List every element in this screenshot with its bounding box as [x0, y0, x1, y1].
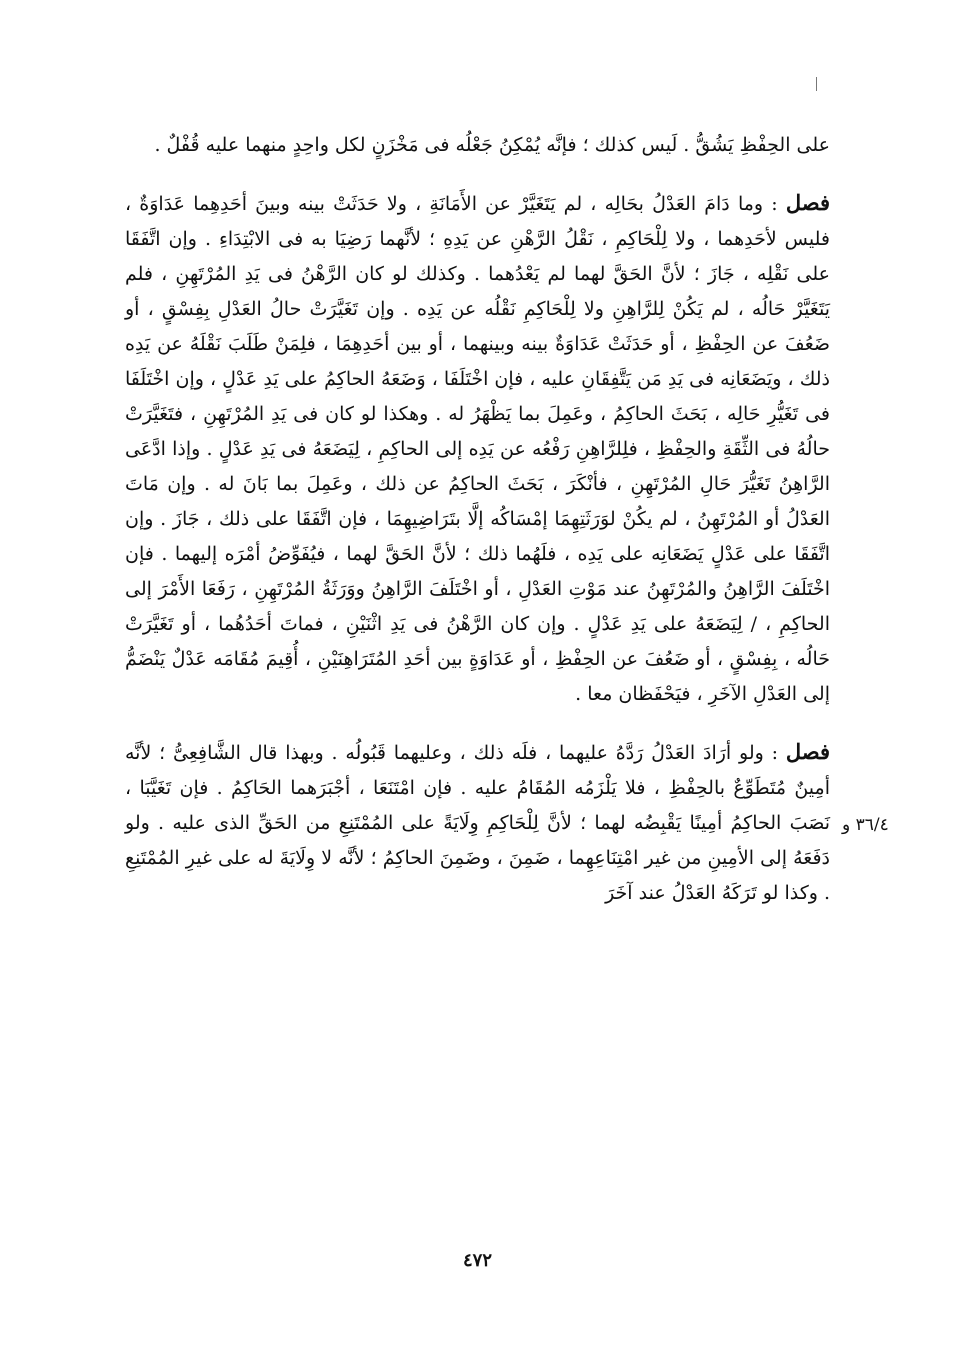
- paragraph-text: : وما دَامَ العَدْلُ بحَالِه ، لم يَتَغَيَّرْ عن الأَمَانَةِ ، ولا حَدَثَتْ بينه وبينَ أحَدِهِما عَدَاوَةٌ ، فليس لأحَدِهما ، ولا لِلْحَاكِمِ ، نَقْلُ الرَّهْنِ عن يَدِهِ ؛ لأنَّهما رَضِيَا به فى الابْتِدَاءِ . وإن اتَّفَقَا على نَقْلِه ، جَازَ ؛ لأنَّ الحَقَّ لهما لم يَعْدُهما . وكذلك لو كان الرَّهْنُ فى يَدِ المُرْتَهِنِ ، فلم يَتَغَيَّرْ حَالُه ، لم يَكُنْ لِلرَّاهِنِ ولا لِلْحَاكِمِ نَقْلُه عن يَدِه . وإن تَغَيَّرَتْ حالُ العَدْلِ بِفِسْقٍ ، أو ضَعُفَ عن الحِفْظِ ، أو حَدَثَتْ عَدَاوَةٌ بينه وبينهما ، أو بين أحَدِهِمَا ، فلِمَنْ طَلَبَ نَقْلَهُ عن يَدِه ذلك ، ويَضَعَانِه فى يَدِ مَن يَتَّفِقَانِ عليه ، فإن اخْتَلَفَا ، وَضَعَهُ الحاكِمُ على يَدِ عَدْلٍ ، وإن اخْتَلَفَا فى تَغَيُّرِ حَالِه ، بَحَثَ الحاكِمُ ، وعَمِلَ بما يَظْهَرُ له . وهكذا لو كان فى يَدِ المُرْتَهِنِ ، فتَغَيَّرَتْ حالُهُ فى الثِّقَةِ والحِفْظِ ، فلِلرَّاهِنِ رَفْعُه عن يَدِه إلى الحاكِمِ ، لِيَضَعَهُ فى يَدِ عَدْلٍ . وإذا ادَّعَى الرَّاهِنُ تَغَيُّرَ حَالِ المُرْتَهِنِ ، فأنْكَرَ ، بَحَثَ الحاكِمُ عن ذلك ، وعَمِلَ بما بَانَ له . وإن مَاتَ العَدْلُ أو المُرْتَهِنُ ، لم يكُنْ لوَرَثَتِهِمَا إمْسَاكُه إلَّا بتَرَاضِيهِمَا ، فإن اتَّفَقَا على ذلك ، جَازَ . وإن اتَّفَقَا على عَدْلٍ يَضَعَانِه على يَدِه ، فلَهُما ذلك ؛ لأنَّ الحَقَّ لهما ، فيُفَوِّضُ أمْرَه إليهما . فإن اخْتَلَفَ الرَّاهِنُ والمُرْتَهِنُ عند مَوْتِ العَدْلِ ، أو اخْتَلَفَ الرَّاهِنُ ووَرَثَةُ المُرْتَهِنِ ، رَفَعَا الأَمْرَ إلى الحاكِمِ ، / لِيَضَعَهُ على يَدِ عَدْلٍ . وإن كان الرَّهْنُ فى يَدِ اثْنَيْنِ ، فماتَ أحَدُهُما ، أو تَغَيَّرَتْ حَالُه ، بِفِسْقٍ ، أو ضَعُفَ عن الحِفْظِ ، أو عَدَاوَةٍ بين أحَدِ المُتَرَاهِنَيْنِ ، أُقِيمَ مُقَامَه عَدْلٌ يَنْضَمُّ إلى العَدْلِ الآخَرِ ، فيَحْفَظان معا .: [125, 193, 830, 705]
- page-body: [125, 128, 830, 911]
- margin-reference: ٣٦/٤ و: [842, 815, 889, 835]
- section-heading: فصل: [785, 190, 830, 215]
- margin-tick-mark: [816, 77, 817, 91]
- paragraph-fasl-1: [125, 185, 830, 712]
- paragraph-text: على الحِفْظِ يَشُقُّ . لَيس كذلك ؛ فإنَّه يُمْكِنُ جَعْلُه فى مَخْزَنٍ لكل واحِدٍ منهما عليه قُفْلٌ .: [154, 134, 830, 156]
- paragraph-text: : ولو أرَادَ العَدْلُ رَدَّهُ عليهما ، فلَه ذلك ، وعليهما قَبُولُه . وبهذا قال الشَّافِعِىُّ ؛ لأنَّه أمِينٌ مُتَطَوِّعٌ بالحِفْظِ ، فلا يَلْزَمُه المُقَامُ عليه . فإن امْتَنَعَا ، أجْبَرَهما الحَاكِمُ . فإن تَغَيَّبَا ، نَصَبَ الحاكِمُ أمِينًا يَقْبِضُه لهما ؛ لأنَّ لِلْحَاكِمِ وِلَايَةً على المُمْتَنِعِ من الحَقِّ الذى عليه . ولو دَفَعَهُ إلى الأمِينِ من غير امْتِنَاعِهِما ، ضَمِنَ ، وضَمِنَ الحاكِمُ ؛ لأنَّه لا وِلَايَةَ له على غيرِ المُمْتَنِعِ . وكذا لو تَرَكَهُ العَدْلُ عند آخَرَ: [125, 742, 830, 904]
- section-heading: فصل: [785, 739, 830, 764]
- paragraph-continuation: [125, 128, 830, 163]
- paragraph-fasl-2: [125, 734, 830, 911]
- page-number: ٤٧٢: [462, 1250, 492, 1271]
